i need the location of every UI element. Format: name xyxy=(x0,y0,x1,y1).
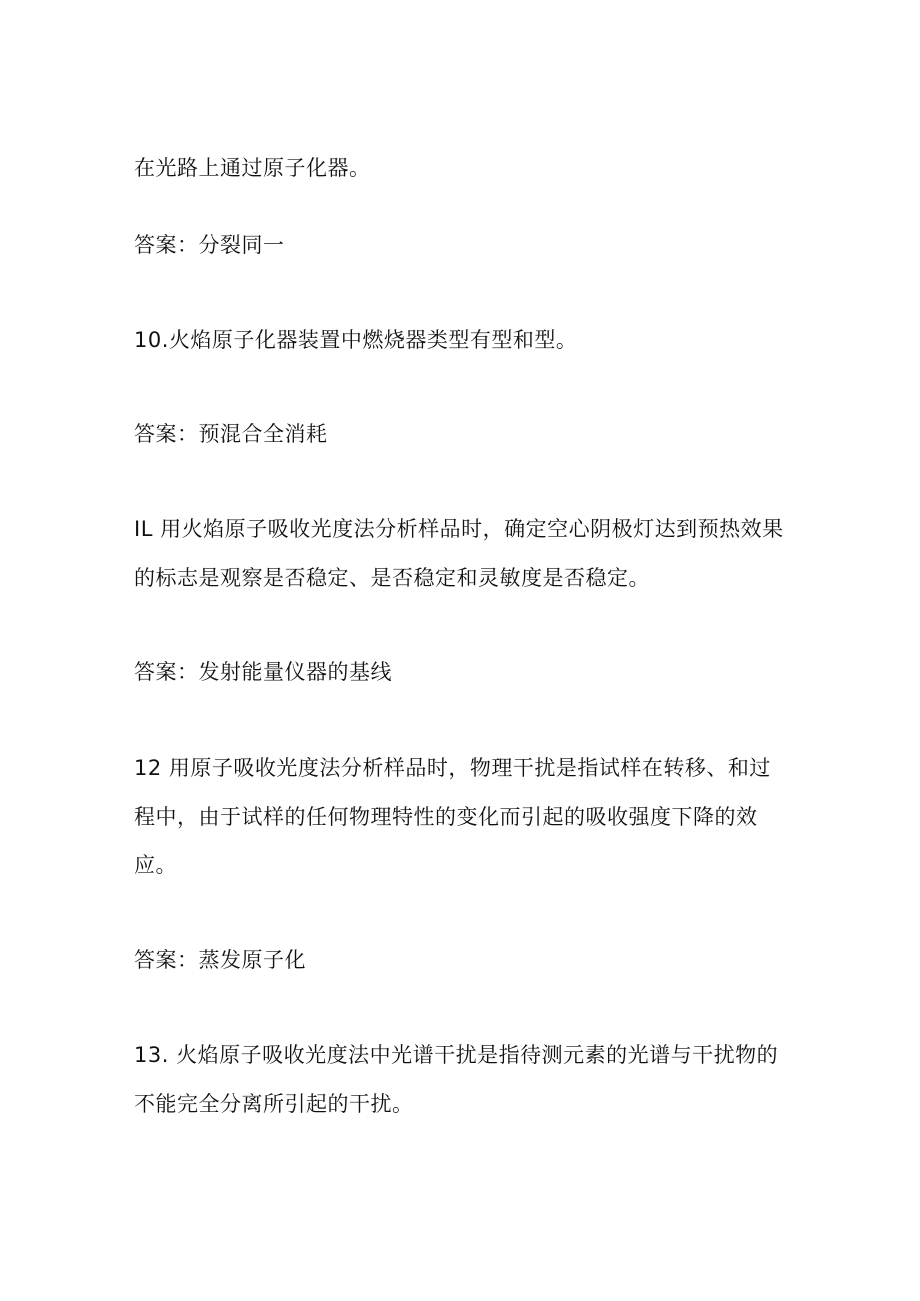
question-13-line-1: 13. 火焰原子吸收光度法中光谱干扰是指待测元素的光谱与干扰物的 xyxy=(134,1043,779,1067)
answer-line-1: 答案：分裂同一 xyxy=(134,233,285,257)
question-12-line-2: 程中，由于试样的任何物理特性的变化而引起的吸收强度下降的效 xyxy=(134,805,758,829)
answer-line-3: 答案：发射能量仪器的基线 xyxy=(134,660,392,684)
answer-line-4: 答案：蒸发原子化 xyxy=(134,948,306,972)
question-11-line-2: 的标志是观察是否稳定、是否稳定和灵敏度是否稳定。 xyxy=(134,566,650,590)
question-12-line-3: 应。 xyxy=(134,853,177,877)
answer-line-2: 答案：预混合全消耗 xyxy=(134,422,328,446)
question-10: 10.火焰原子化器装置中燃烧器类型有型和型。 xyxy=(134,328,578,352)
question-12-line-1: 12 用原子吸收光度法分析样品时，物理干扰是指试样在转移、和过 xyxy=(134,756,771,780)
text-line-1: 在光路上通过原子化器。 xyxy=(134,156,371,180)
question-13-line-2: 不能完全分离所引起的干扰。 xyxy=(134,1092,414,1116)
question-11-line-1: IL 用火焰原子吸收光度法分析样品时，确定空心阴极灯达到预热效果 xyxy=(134,517,784,541)
